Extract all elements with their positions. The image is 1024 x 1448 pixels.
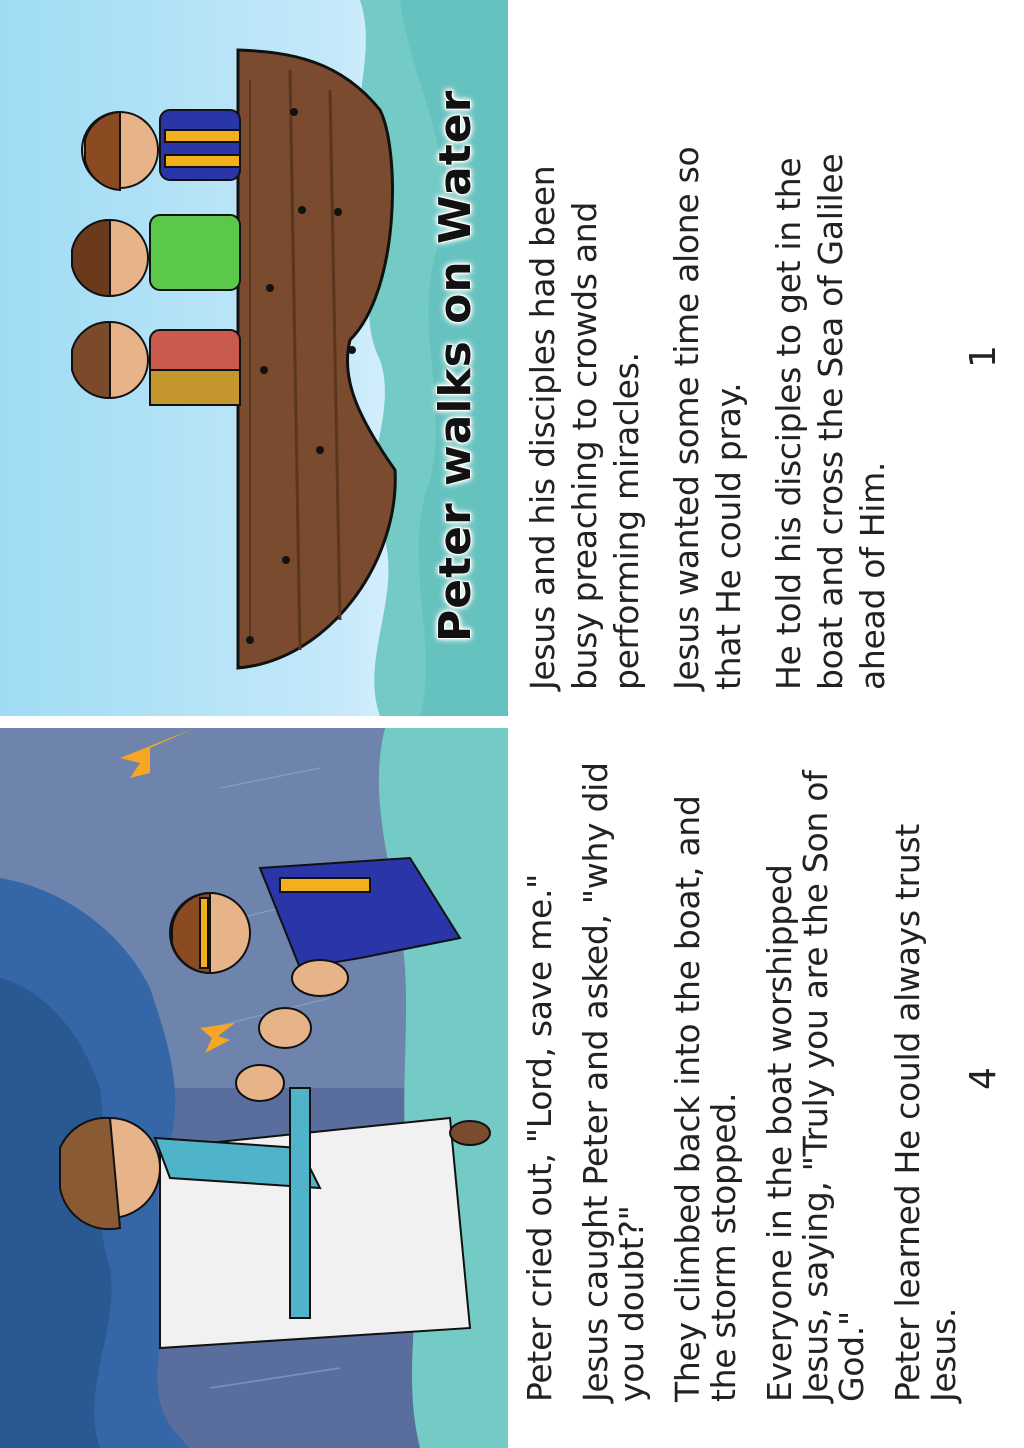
illustration-jesus-saves-peter bbox=[0, 728, 508, 1448]
page-1-paragraph-1: Jesus and his disciples had been busy preaching to crowds and performing miracles. bbox=[523, 165, 646, 690]
page-1-paragraph-2: Jesus wanted some time alone so that He could pray. bbox=[667, 146, 748, 690]
page-4-paragraph-2: Jesus caught Peter and asked, "why did you doubt?" bbox=[576, 762, 651, 1402]
page-4-text bbox=[522, 762, 982, 1402]
page-4-paragraph-1: Peter cried out, "Lord, save me." bbox=[520, 873, 559, 1402]
page-4-paragraph-3: They climbed back into the boat, and the storm stopped. bbox=[668, 795, 743, 1402]
book-title: Peter walks on Water bbox=[430, 89, 481, 642]
page-number-1: 1 bbox=[962, 345, 1004, 368]
page-1-paragraph-3: He told his disciples to get in the boat and cross the Sea of Galilee ahead of Him. bbox=[769, 153, 892, 690]
page-4-paragraph-5: Peter learned He could always trust Jesus. bbox=[888, 824, 963, 1402]
page-4-paragraph-4: Everyone in the boat worshipped Jesus, saying, "Truly you are the Son of God." bbox=[760, 770, 871, 1402]
page-1-text bbox=[522, 90, 912, 690]
storm-scene-graphic bbox=[0, 728, 508, 1448]
page-number-4: 4 bbox=[962, 1067, 1004, 1090]
